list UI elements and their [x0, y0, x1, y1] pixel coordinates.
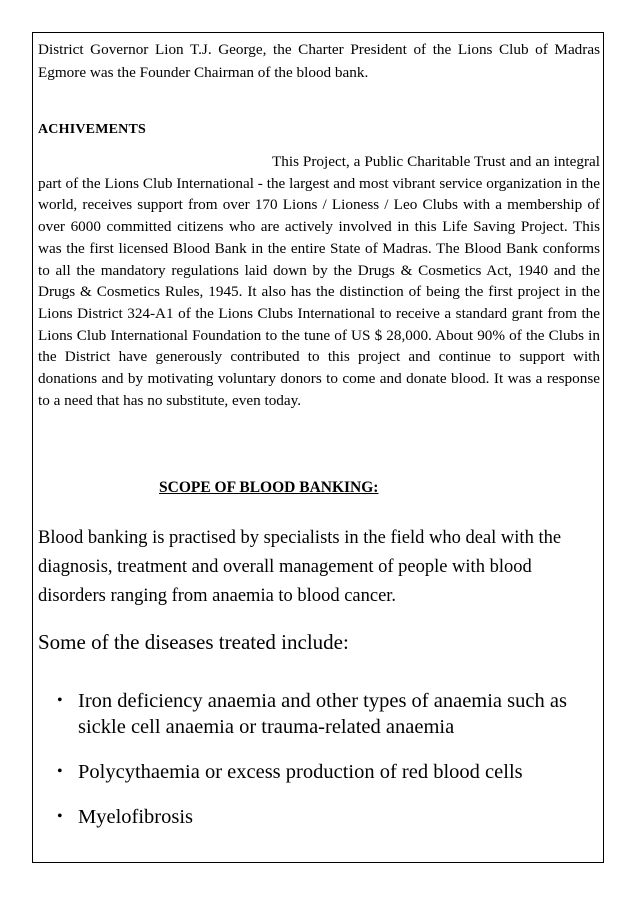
list-item-text: Myelofibrosis [78, 806, 194, 828]
list-item [38, 688, 604, 740]
scope-heading: SCOPE OF BLOOD BANKING: [159, 479, 379, 496]
achievements-heading: ACHIVEMENTS [38, 122, 146, 137]
list-item [38, 804, 604, 830]
bullet-icon: • [57, 763, 63, 780]
achievements-body: integral part of the Lions Club International - the largest and most vibrant service organization in the world, receives support from over 170 Lions / Lioness / Leo Clubs with a membership of over 6000 committed citizens who are actively involved in this Life Saving Project. This was the first licensed Blood Bank in the entire State of Madras. The Blood Bank conforms to all the mandatory regulations laid down by the Drugs & Cosmetics Act, 1940 and the Drugs & Cosmetics Rules, 1945. It also has the distinction of being the first project in the Lions District 324-A1 of the Lions Clubs International to receive a standard grant from the Lions Club International Foundation to the tune of US $ 28,000. About 90% of the Clubs in the District have generously contributed to this project and continue to support with donations and by motivating voluntary donors to come and donate blood. It was a response to a need that has no substitute, even today. [38, 153, 600, 409]
list-item-text: Polycythaemia or excess production of red blood cells [78, 761, 523, 783]
achievements-paragraph [38, 151, 600, 411]
diseases-intro: Some of the diseases treated include: [38, 630, 349, 654]
bullet-icon: • [57, 808, 63, 825]
list-item [38, 759, 604, 785]
bullet-icon: • [57, 692, 63, 709]
scope-paragraph: Blood banking is practised by specialists in the field who deal with the diagnosis, treatment and overall management of people with blood disorders ranging from anaemia to blood cancer. [38, 528, 562, 606]
achievements-lead: This Project, a Public Charitable Trust and an [272, 153, 550, 170]
list-item-text: Iron deficiency anaemia and other types of anaemia such as sickle cell anaemia or trauma-related anaemia [78, 690, 567, 738]
disease-list [38, 688, 604, 849]
intro-paragraph: District Governor Lion T.J. George, the Charter President of the Lions Club of Madras Egmore was the Founder Chairman of the blood bank. [38, 41, 600, 81]
